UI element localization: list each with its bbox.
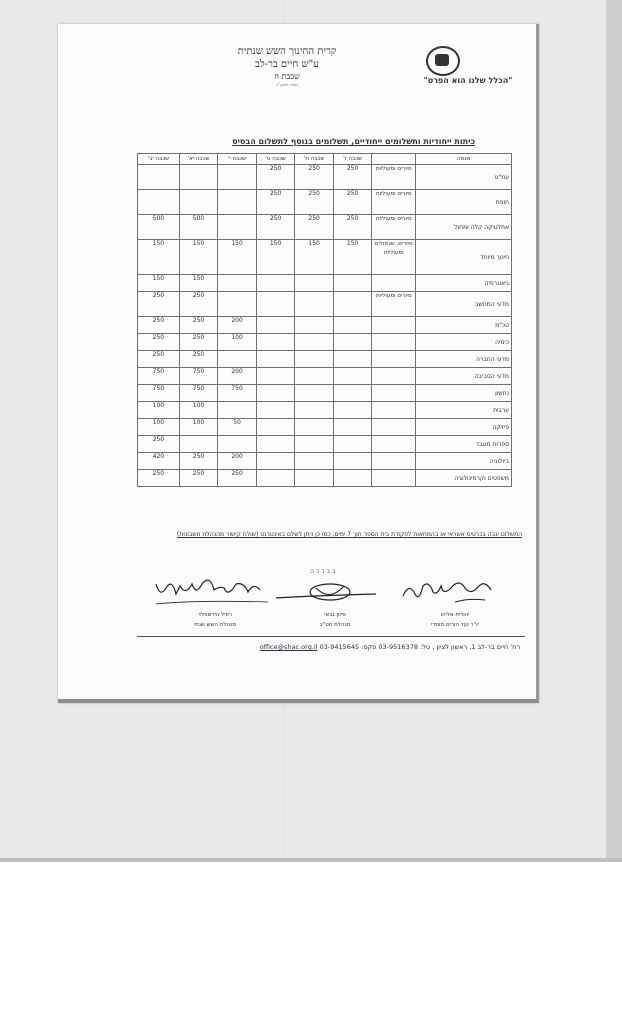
cell-grade-7 (333, 317, 372, 334)
cell-subject: חינוך מיוחד (416, 240, 512, 275)
cell-grade-7 (333, 368, 372, 385)
cell-note (372, 436, 416, 453)
cell-grade-7: 150 (333, 240, 372, 275)
sig2-title: מנהלת חט"ב (319, 622, 351, 628)
cell-note (372, 419, 416, 436)
cell-subject: מדעי החברה (416, 351, 512, 368)
cell-grade-10: 150 (218, 240, 257, 275)
scan-edge (606, 0, 622, 862)
cell-grade-10: 50 (218, 419, 257, 436)
header-grade-10: שכבה י' (218, 154, 257, 165)
sig1-name: יהודית אליהו (440, 612, 470, 618)
cell-grade-11: 250 (179, 317, 218, 334)
table-row (138, 240, 512, 275)
cell-grade-10 (218, 436, 257, 453)
cell-subject: מדעי הסביבה (416, 368, 512, 385)
cell-grade-9: 250 (256, 165, 295, 190)
cell-note (372, 368, 416, 385)
cell-grade-7: 250 (333, 190, 372, 215)
cell-grade-7 (333, 419, 372, 436)
cell-note (372, 453, 416, 470)
footer-address: רח' חיים בר-לב 1, ראשון לציון , טל: 03-9516378 פקס: 03-9415645 (319, 643, 520, 651)
cell-grade-12: 100 (138, 402, 180, 419)
cell-grade-8 (295, 334, 334, 351)
cell-grade-11 (179, 190, 218, 215)
cell-subject: מדעי המחשב (416, 292, 512, 317)
cell-grade-11 (179, 436, 218, 453)
cell-grade-9 (256, 334, 295, 351)
table-row (138, 292, 512, 317)
table-row (138, 190, 512, 215)
cell-grade-12: 420 (138, 453, 180, 470)
cell-grade-12: 250 (138, 317, 180, 334)
table-row (138, 275, 512, 292)
cell-grade-12: 250 (138, 334, 180, 351)
cell-grade-12: 500 (138, 215, 180, 240)
cell-grade-9 (256, 317, 295, 334)
cell-note (372, 470, 416, 487)
cell-grade-10 (218, 351, 257, 368)
payments-table (137, 153, 512, 487)
cell-note (372, 275, 416, 292)
cell-grade-9: 150 (256, 240, 295, 275)
cell-note: סיורים ומעוליות (372, 165, 416, 190)
cell-subject: כימיה (416, 334, 512, 351)
cell-grade-7: 250 (333, 215, 372, 240)
cell-grade-8: 250 (295, 190, 334, 215)
cell-grade-8: 250 (295, 215, 334, 240)
header-line-2: ע"ש חיים בר-לב (255, 59, 319, 70)
school-slogan: "הכלל שלנו הוא הפרט" (423, 76, 513, 85)
cell-grade-11: 100 (179, 419, 218, 436)
table-row (138, 317, 512, 334)
cell-note: סיורים ומעוליות (372, 190, 416, 215)
cell-grade-8 (295, 385, 334, 402)
cell-grade-10 (218, 190, 257, 215)
cell-grade-7 (333, 292, 372, 317)
cell-subject: גיאוגרפיה (416, 275, 512, 292)
cell-grade-11: 250 (179, 351, 218, 368)
cell-grade-7 (333, 470, 372, 487)
cell-grade-9 (256, 470, 295, 487)
cell-grade-12: 750 (138, 385, 180, 402)
cell-grade-10: 200 (218, 368, 257, 385)
sig2-name: סיוון גבאי (324, 612, 346, 618)
cell-subject: ספרות מוגבר (416, 436, 512, 453)
header-line-3: שכבת ח (274, 72, 300, 81)
cell-note: סיורים ומעוליות (372, 215, 416, 240)
sig1-title: יו"ר ועד הורים מוסדי (431, 622, 479, 628)
cell-subject: ביולוגיה (416, 453, 512, 470)
cell-grade-9 (256, 368, 295, 385)
table-row (138, 436, 512, 453)
cell-grade-12: 100 (138, 419, 180, 436)
cell-grade-12: 150 (138, 275, 180, 292)
document-title: כיתות ייחודיות ותשלומים ייחודיים, תשלומים בנוסף לתשלום הבסיס (232, 137, 475, 146)
cell-grade-9 (256, 419, 295, 436)
cell-grade-8 (295, 368, 334, 385)
cell-grade-9 (256, 453, 295, 470)
cell-grade-8 (295, 351, 334, 368)
cell-grade-7 (333, 275, 372, 292)
cell-note: סיורים, שכפולים ומעוליות (372, 240, 416, 275)
cell-grade-7 (333, 402, 372, 419)
table-row (138, 419, 512, 436)
table-row (138, 165, 512, 190)
footer-rule (137, 636, 525, 637)
table-row (138, 385, 512, 402)
cell-grade-8 (295, 419, 334, 436)
cell-subject: עמ"ט (416, 165, 512, 190)
cell-note (372, 317, 416, 334)
table-row (138, 215, 512, 240)
signature-image-2 (270, 574, 380, 610)
cell-grade-11 (179, 165, 218, 190)
signature-image-3 (150, 574, 275, 610)
header-note (372, 154, 416, 165)
cell-grade-10 (218, 275, 257, 292)
cell-subject: ערבית (416, 402, 512, 419)
header-grade-8: שכבה ח' (295, 154, 334, 165)
cell-grade-8 (295, 292, 334, 317)
school-header (182, 45, 392, 88)
cell-note (372, 385, 416, 402)
cell-grade-10: 200 (218, 453, 257, 470)
cell-grade-11: 250 (179, 453, 218, 470)
header-grade-9: שכבה ט' (256, 154, 295, 165)
header-grade-7: שכבה ז' (333, 154, 372, 165)
table-row (138, 402, 512, 419)
cell-grade-7 (333, 453, 372, 470)
signature-image-1 (395, 574, 505, 610)
cell-grade-11: 500 (179, 215, 218, 240)
header-grade-12: שכבה יב' (138, 154, 180, 165)
table-row (138, 368, 512, 385)
cell-grade-8 (295, 436, 334, 453)
table-row (138, 453, 512, 470)
cell-grade-11: 150 (179, 240, 218, 275)
footer (150, 643, 520, 651)
sig3-name: רוזיל הירשפלד (198, 612, 232, 618)
cell-note (372, 351, 416, 368)
cell-grade-7: 250 (333, 165, 372, 190)
cell-grade-11: 250 (179, 470, 218, 487)
cell-grade-12: 250 (138, 436, 180, 453)
cell-grade-11: 750 (179, 385, 218, 402)
cell-grade-10 (218, 402, 257, 419)
cell-grade-9: 250 (256, 215, 295, 240)
cell-grade-12: 150 (138, 240, 180, 275)
header-line-1: קרית החינוך השש שנתית (237, 46, 337, 57)
cell-grade-11: 250 (179, 292, 218, 317)
cell-grade-9 (256, 275, 295, 292)
sig3-title: מנהלת השש שנתי (193, 622, 237, 628)
cell-grade-8 (295, 317, 334, 334)
cell-grade-12: 750 (138, 368, 180, 385)
cell-grade-10 (218, 292, 257, 317)
cell-grade-8 (295, 275, 334, 292)
cell-grade-8 (295, 470, 334, 487)
cell-grade-9 (256, 402, 295, 419)
cell-grade-9 (256, 292, 295, 317)
cell-grade-12: 250 (138, 351, 180, 368)
cell-subject: אתלטיקה קלה ומחול (416, 215, 512, 240)
scan-bottom-edge (0, 858, 622, 862)
cell-grade-10: 100 (218, 334, 257, 351)
header-line-4: תשרי תשע"ד (276, 82, 298, 87)
cell-grade-7 (333, 351, 372, 368)
cell-grade-7 (333, 334, 372, 351)
header-grade-11: שכבה יא' (179, 154, 218, 165)
cell-grade-10: 250 (218, 470, 257, 487)
cell-note (372, 334, 416, 351)
cell-grade-11: 250 (179, 334, 218, 351)
cell-subject: משפטים וקרמינולוגיה (416, 470, 512, 487)
cell-grade-8: 250 (295, 165, 334, 190)
table-row (138, 351, 512, 368)
cell-subject: טכ"מ (416, 317, 512, 334)
cell-grade-9 (256, 436, 295, 453)
cell-grade-8 (295, 402, 334, 419)
cell-grade-8 (295, 453, 334, 470)
table-row (138, 334, 512, 351)
cell-grade-11: 750 (179, 368, 218, 385)
cell-grade-9: 250 (256, 190, 295, 215)
cell-note (372, 402, 416, 419)
cell-grade-9 (256, 385, 295, 402)
cell-grade-7 (333, 436, 372, 453)
cell-grade-12 (138, 190, 180, 215)
school-logo (426, 46, 460, 76)
cell-grade-8: 150 (295, 240, 334, 275)
cell-grade-12: 250 (138, 470, 180, 487)
cell-grade-12 (138, 165, 180, 190)
table-row (138, 470, 512, 487)
cell-subject: פיזיקה (416, 419, 512, 436)
cell-grade-11: 150 (179, 275, 218, 292)
payment-footnote: התשלום יגבה בכרטיס אשראי או בהמחאות לפקודת בית הספר תוך 7 ימים, כמו כן ניתן לשלם באינטרנט (שולח קישור מהנהלת חשבונות) (176, 531, 522, 538)
footer-email[interactable]: office@shac.org.il (259, 643, 318, 651)
cell-grade-11: 100 (179, 402, 218, 419)
cell-grade-9 (256, 351, 295, 368)
signatures-area (150, 568, 520, 628)
cell-grade-10 (218, 215, 257, 240)
cell-grade-10: 750 (218, 385, 257, 402)
cell-grade-12: 250 (138, 292, 180, 317)
cell-subject: חופת (416, 190, 512, 215)
greeting: בברכה (310, 568, 338, 575)
table-header-row (138, 154, 512, 165)
header-subject: מגמה (416, 154, 512, 165)
cell-grade-10: 200 (218, 317, 257, 334)
cell-subject: נחשון (416, 385, 512, 402)
cell-grade-7 (333, 385, 372, 402)
cell-grade-10 (218, 165, 257, 190)
cell-note: סיורים ומעוליות (372, 292, 416, 317)
